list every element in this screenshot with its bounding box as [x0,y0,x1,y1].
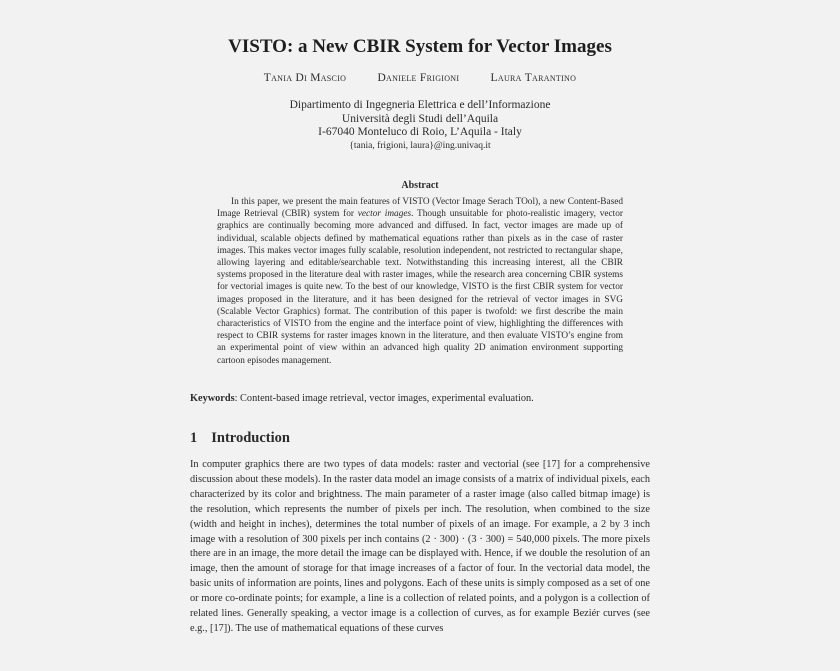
affiliation-line: I-67040 Monteluco di Roio, L’Aquila - Italy [318,126,522,138]
author-email: {tania, frigioni, laura}@ing.univaq.it [349,140,491,151]
abstract-emphasis: vector images [357,209,412,220]
abstract-part: . Though unsuitable for photo-realistic imagery, vector graphics are continually becoming more advanced and diffused. In fact, vector images are made up of individual, scalable objects defined by mathematical equations rather than pixels as in the case of raster images. This makes vector images fully scalable, resolution independent, not restricted to rectangular shape, allowing layering and editable/searchable text. Notwithstanding this increasing interest, all the CBIR systems proposed in the literature deal with raster images, while the research area concerning CBIR systems for vectorial images is quite new. To the best of our knowledge, VISTO is the first CBIR system for vector images proposed in the literature, and it has been designed for the retrieval of vector images in SVG (Scalable Vector Graphics) format. The contribution of this paper is twofold: we first describe the main characteristics of VISTO from the engine and the interface point of view, highlighting the differences with respect to CBIR systems for raster images known in the literature, and then evaluate VISTO’s engine from an experimental point of view within an advanced high quality 2D animation environment supporting cartoon episodes management. [217,209,623,366]
author-name: Laura Tarantino [490,72,577,84]
author-name: Daniele Frigioni [377,72,460,84]
abstract-heading: Abstract [401,180,439,191]
section-number: 1 [190,430,198,446]
affiliation-line: Università degli Studi dell’Aquila [341,112,499,125]
author-name: Tania Di Mascio [263,72,347,84]
abstract-text [217,196,623,367]
keywords-line [190,392,650,405]
body-paragraph: In computer graphics there are two types of data models: raster and vectorial (see [17] for a comprehensive discussion about these models). In the raster data model an image consists of a matrix of individual pixels, each characterized by its color and brightness. The main parameter of a raster image (also called bitmap image) is the resolution, which represents the number of pixels per inch. The resolution, when combined to the size (width and height in inches), determines the total number of pixels of an image. For example, a 2 by 3 inch image with a resolution of 300 pixels per inch contains (2 · 300) · (3 · 300) = 540,000 pixels. The more pixels there are in an image, the more detail the image can be displayed with. Hence, if we double the resolution of an image, then the amount of storage for that image increases of a factor of four. In the vectorial data model, the basic units of information are points, lines and polygons. Each of these units is simply composed as a set of one or more co-ordinate points; for example, a line is a collection of related points, and a polygon is a collection of related lines. Generally speaking, a vector image is a collection of curves, as for example Beziér curves (see e.g., [17]). The use of mathematical equations of these curves [190,459,650,634]
keywords-label: Keywords [190,393,235,404]
keywords-text: : Content-based image retrieval, vector images, experimental evaluation. [234,393,534,404]
affiliation-line: Dipartimento di Ingegneria Elettrica e dell’Informazione [289,99,551,111]
section-heading [190,430,290,447]
abstract-part: In this paper, we present the main features of VISTO (Vector Image Serach TOol), a new Content-Based Image Retrieval (CBIR) system for [217,197,623,220]
author-list [0,72,840,84]
paper-title: VISTO: a New CBIR System for Vector Images [228,36,612,57]
section-title: Introduction [211,430,290,446]
affiliation-block [0,99,840,153]
